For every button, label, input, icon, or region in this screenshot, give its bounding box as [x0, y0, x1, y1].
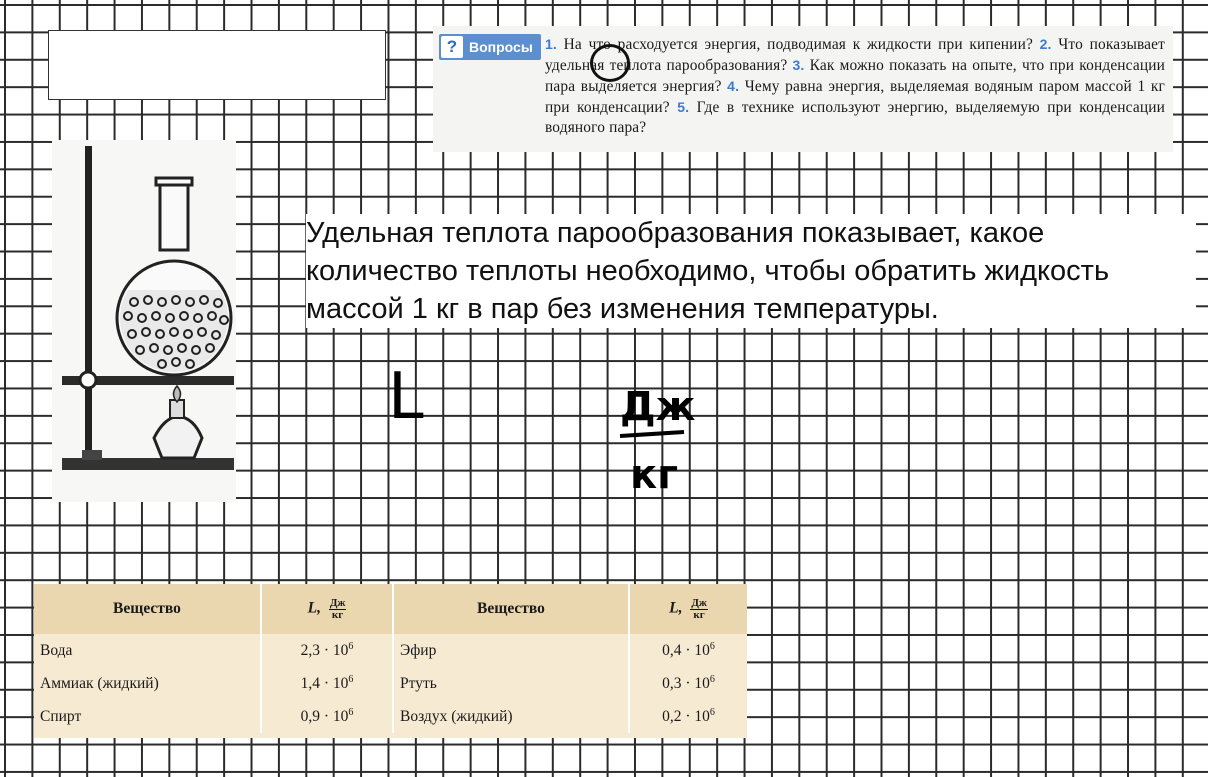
substance-name: Эфир [393, 634, 629, 667]
question-number: 5. [677, 99, 690, 115]
L-value: $0,9 \cdot 10^6$ [261, 700, 393, 733]
question-text: Что показывает удельная теплота парообразования? [545, 36, 1166, 74]
questions-panel [433, 26, 1173, 152]
handdrawn-circle-mark [590, 44, 630, 82]
fraction-line [620, 432, 684, 436]
vaporization-table-grid [34, 584, 747, 733]
table-row [34, 700, 747, 733]
empty-note-box [48, 30, 386, 100]
header-unit [690, 597, 708, 621]
question-mark-icon: ? [441, 36, 463, 58]
header-unit-num: Дж [329, 597, 346, 609]
substance-name: Вода [34, 634, 261, 667]
question-number: 3. [792, 57, 805, 73]
handwritten-unit-numerator: Дж [620, 384, 696, 430]
question-number: 2. [1039, 36, 1052, 52]
flask-on-stand-illustration [52, 140, 236, 502]
header-unit-den: кг [331, 609, 344, 621]
table-header-row [34, 584, 747, 634]
question-text: Как можно показать на опыте, что при конденсации пара выделяется энергия? [545, 57, 1165, 95]
question-number: 4. [727, 78, 740, 94]
handwritten-L: L [388, 360, 424, 434]
questions-badge [439, 34, 541, 60]
question-text: Где в технике используют энергию, выделяемую при конденсации водяного пара? [545, 99, 1165, 136]
header-unit [329, 597, 347, 621]
substance-name: Аммиак (жидкий) [34, 667, 261, 700]
substance-name: Ртуть [393, 667, 629, 700]
header-substance: Вещество [393, 584, 629, 634]
header-L [261, 584, 393, 634]
L-value: $1,4 \cdot 10^6$ [261, 667, 393, 700]
header-L-symbol: L, [669, 599, 683, 617]
L-value: $2,3 \cdot 10^6$ [261, 634, 393, 667]
header-substance: Вещество [34, 584, 261, 634]
header-unit-num: Дж [691, 597, 707, 609]
answer-text: Удельная теплота парообразования показывает, какое количество теплоты необходимо, чтобы обратить жидкость массой 1 кг в пар без изменения температуры. [306, 214, 1196, 328]
L-value: $0,2 \cdot 10^6$ [662, 706, 715, 726]
handwritten-formula [380, 340, 700, 510]
substance-name: Спирт [34, 700, 261, 733]
header-L [629, 584, 747, 634]
vaporization-table [34, 584, 747, 738]
question-text: Чему равна энергия, выделяемая водяным паром массой 1 кг при конденсации? [545, 78, 1165, 116]
L-value: $0,4 \cdot 10^6$ [662, 640, 715, 660]
handwritten-unit-denominator: кг [630, 452, 679, 498]
header-L-symbol: L, [307, 599, 321, 617]
question-text: На что расходуется энергия, подводимая к жидкости при кипении? [556, 36, 1040, 53]
questions-text [545, 34, 1165, 138]
table-row [34, 634, 747, 667]
table-row [34, 667, 747, 700]
header-unit-den: кг [693, 609, 705, 621]
question-number: 1. [545, 36, 557, 52]
L-value: $0,3 \cdot 10^6$ [662, 673, 715, 693]
questions-badge-label: Вопросы [469, 39, 533, 55]
substance-name: Воздух (жидкий) [393, 700, 629, 733]
